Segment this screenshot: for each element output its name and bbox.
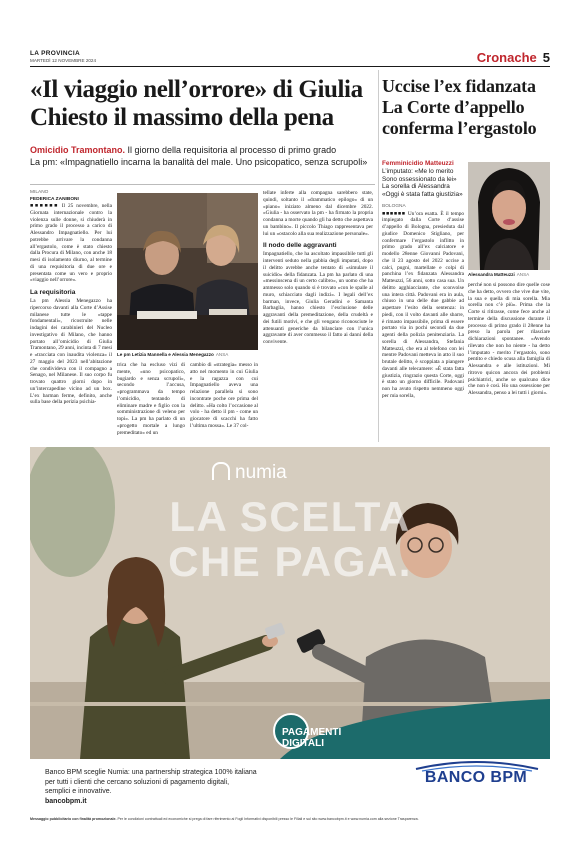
numia-mark-icon bbox=[212, 462, 230, 480]
bank-wordmark: BANCO BPM bbox=[424, 769, 528, 786]
section-header bbox=[477, 50, 550, 65]
caption-text: Le pm Letizia Mannella e Alessia Menegazzo bbox=[117, 352, 214, 357]
subheading-requisitoria: La requisitoria bbox=[30, 289, 76, 296]
main-paragraph: ■■■■■■ Il 25 novembre, nella Giornata internazionale contro la violenza sulle donne, si chiuderà in primo grado il processo a carico di Alessandro Impagnatiello. Per lui potrebbe arrivare la condanna all’ergastolo, come è stato chiesto dalla Procura di Milano, con anche 18 mesi di isolamento diurno, al termine di una requisitoria di due ore e presentata come un vero e proprio «viaggio nell’orrore». bbox=[30, 203, 112, 284]
ad-slogan-line1: LA SCELTA bbox=[169, 493, 411, 540]
column-separator bbox=[378, 70, 379, 442]
dateline: BOLOGNA bbox=[382, 204, 406, 209]
numia-logo bbox=[212, 462, 287, 484]
payments-badge bbox=[282, 727, 341, 749]
ad-copy-line: Banco BPM sceglie Numia: una partnership strategica 100% italiana bbox=[45, 769, 257, 776]
ad-slogan bbox=[125, 494, 455, 584]
main-headline bbox=[30, 76, 370, 132]
badge-line2: DIGITALI bbox=[282, 738, 325, 749]
side-headline-line3: conferma l’ergastolo bbox=[382, 118, 537, 138]
main-headline-line2: Chiesto il massimo della pena bbox=[30, 104, 334, 131]
legal-bold: Messaggio pubblicitario con finalità promozionale. bbox=[30, 817, 117, 821]
newspaper-name: LA PROVINCIA bbox=[30, 50, 80, 57]
main-divider bbox=[30, 184, 375, 185]
courtroom-photo bbox=[117, 193, 258, 350]
caption-agency: ANSA bbox=[215, 352, 229, 357]
author-byline: FEDERICA ZANIBONI bbox=[30, 196, 79, 202]
subheading-aggravanti: Il nodo delle aggravanti bbox=[263, 242, 337, 250]
header-rule bbox=[30, 66, 550, 67]
ad-slogan-line2: CHE PAGA. bbox=[168, 538, 412, 585]
main-paragraph: Impagnatiello, che ha ascoltato impassibile tutti gli interventi seduto nella gabbia degli imputati, dopo il delitto avrebbe anche tentato di «simulare il suicidio» della fidanzata. La pm ha parlato di una «messinscena di un certo calibro», un uomo che ha ammesso solo quando si è trovato «con le spalle al muro, schiacciato dagli indizi». I legali dell’ex barman, invece, Giulia Geradini e Samanta Barbaglia, hanno chiesto l’esclusione delle aggravanti della premeditazione, della crudeltà e dei futili motivi, e che gli vengano riconosciute le attenuanti generiche da bilanciare con l’unica aggravante di aver commesso il fatto ai danni della convivente. bbox=[263, 251, 373, 345]
courtroom-photo-caption bbox=[117, 352, 258, 358]
main-headline-line1: «Il viaggio nell’orrore» di Giulia bbox=[30, 76, 363, 103]
side-headline-line2: La Corte d’appello bbox=[382, 97, 525, 117]
main-column-1 bbox=[30, 190, 112, 440]
main-kicker: Omicidio Tramontano. bbox=[30, 145, 126, 155]
legal-rest: Per le condizioni contrattuali ed economiche si prega di fare riferimento ai Fogli Informativi disponibili presso le Filiali e sul sito www.bancobpm.it e www.numia.com alla sezione Trasparenza. bbox=[116, 817, 419, 821]
masthead bbox=[30, 50, 96, 63]
main-subheadline bbox=[30, 144, 375, 168]
ad-copy-line: per tutti i clienti che cercano soluzioni di pagamento digitali, bbox=[45, 778, 230, 786]
side-sub-line: L’imputato: «Me lo merito bbox=[382, 167, 454, 175]
side-paragraph: ■■■■■■ Un’ora esatta. È il tempo impiegato dalla Corte d’assise d’appello di Bologna, presieduta dal giudice Domenico Stigliano, per confermare l’ergastolo inflitto in primo grado all’ex calciatore e modello 28enne Giovanni Padovani, che il 23 agosto del 2022 uccise a calci, pugni, martellate e colpi di panchina l’ex fidanzata Alessandra Matteuzzi, 56 anni, sotto casa sua. Un delitto agghiacciante, che sconvolse una intera città. Padovani era in aula, chiuso in una delle due gabbie ad aspettare l’esito della sentenza: in piedi, con il volto davanti alle sbarre, è rimasto impassibile, prima di essere portato via in pochi secondi da due agenti della polizia penitenziaria. La sorella di Alessandra, Stefania Matteuzzi, che era al telefono con lei mentre Padovani metteva in atto il suo brutale delitto, è scoppiata a piangere davanti alle telecamere: «È stata fatta giustizia, ringrazio questa Corte, oggi è stato un giorno difficile. Padovani non ha avuto rispetto nemmeno oggi per mia sorella, bbox=[382, 210, 464, 399]
side-headline-line1: Uccise l’ex fidanzata bbox=[382, 76, 536, 96]
main-column-3 bbox=[190, 362, 258, 440]
portrait-photo-caption bbox=[468, 272, 550, 278]
ad-copy-line: semplici e innovative. bbox=[45, 788, 112, 795]
main-paragraph: trica che ha escluso vizi di mente, «uno psicopatico, bugiardo e senza scrupoli», secondo l’accusa, «programmava da tempo l’omicidio, tentando di eliminare madre e figlio con la somministrazione di veleno per topi». La pm ha parlato di un «progetto mortale a lungo premeditato» ed un bbox=[117, 362, 185, 436]
side-sub-line: «Oggi è stata fatta giustizia» bbox=[382, 191, 463, 199]
side-sub-line: La sorella di Alessandra bbox=[382, 183, 450, 191]
ad-legal-disclaimer bbox=[30, 817, 430, 822]
main-paragraph: La pm Alessia Menegazzo ha ripercorso davanti alla Corte d’Assise milanese tutte le «tappe fondamentali», ricostruite nelle indagini dei carabinieri del Nucleo investigativo di Milano, che hanno portato all’omicidio di Giulia Tramontano, 29 anni, incinta di 7 mesi e «tracciata con inaudita violenza» il 27 maggio del 2023 nell’abitazione che condivideva con il compagno a Senago, nel Milanese. Il suo corpo fu trovato quattro giorni dopo in un’intercapedine vicino ad un box. L’ex barman ferme, definito, anche sulla base della perizia psichia- bbox=[30, 298, 112, 406]
side-headline bbox=[382, 76, 554, 139]
dateline: MILANO bbox=[30, 190, 49, 195]
section-name: Cronache bbox=[476, 50, 537, 65]
banco-bpm-logo bbox=[406, 759, 546, 795]
caption-text: Alessandra Matteuzzi bbox=[468, 272, 515, 277]
main-paragraph: tellate inferte alla compagna sarebbero state, quindi, soltanto il «drammatico epilogo» di un «piano» iniziato almeno dal dicembre 2022. «Giulia - ha osservato la pm - ha firmato la propria condanna a morte quando gli ha detto che aspettava un bambino». Il piccolo Thiago rappresentava per lui un «ostacolo alla sua realizzazione personale». bbox=[263, 190, 373, 237]
page-number: 5 bbox=[542, 50, 550, 65]
main-subtitle-rest: Il giorno della requisitoria al processo di primo grado bbox=[125, 145, 337, 155]
side-kicker: Femminicidio Matteuzzi bbox=[382, 160, 454, 167]
side-subheadline bbox=[382, 160, 466, 199]
side-column-2 bbox=[468, 282, 550, 440]
side-paragraph: perché non si possono dire quelle cose che ha detto, ovvero che vive due vite, la sua e quella di mia sorella. Mia sorella non c’è più». Prima che la Corte si ritirasse, come fece anche al termine della discussione durante il processo di primo grado il 28enne ha preso la parola per rilasciare dichiarazioni spontanee. «Avendo rilevato che non ho niente - ha detto l’imputato - merito l’ergastolo, sono pentito e chiedo scusa alla famiglia di Alessandra e alle istituzioni. Mi ritrovo quicon ancora dei problemi psichiatrici, anche se qualcuno dice che non è così. Ho una ossessione per Alessandra, penso a lei tutti i giorni». bbox=[468, 282, 550, 396]
ad-url-link[interactable]: bancobpm.it bbox=[45, 797, 87, 805]
main-column-2 bbox=[117, 362, 185, 440]
numia-wordmark: numia bbox=[235, 462, 287, 483]
portrait-photo bbox=[468, 162, 550, 270]
main-column-4 bbox=[263, 190, 373, 440]
main-subtitle-line2: La pm: «Impagnatiello incarna la banalità del male. Uno psicopatico, senza scrupoli» bbox=[30, 157, 368, 167]
caption-agency: ANSA bbox=[516, 272, 530, 277]
issue-date: MARTEDÌ 12 NOVEMBRE 2024 bbox=[30, 58, 97, 63]
side-sub-line: Sono ossessionato da lei» bbox=[382, 175, 457, 183]
ad-copy bbox=[45, 768, 375, 806]
badge-line1: PAGAMENTI bbox=[282, 727, 342, 738]
main-paragraph: cambio di «strategia» messo in atto nel momento in cui Giulia e la ragazza con cui Impagnatiello aveva una relazione parallela si sono incontrate poche ore prima del delitto. «Ha colto l’occasione al volo - ha detto il pm - come un giocatore di scacchi ha fatto l’ultima mossa». Le 37 col- bbox=[190, 362, 258, 429]
side-column-1 bbox=[382, 204, 464, 440]
